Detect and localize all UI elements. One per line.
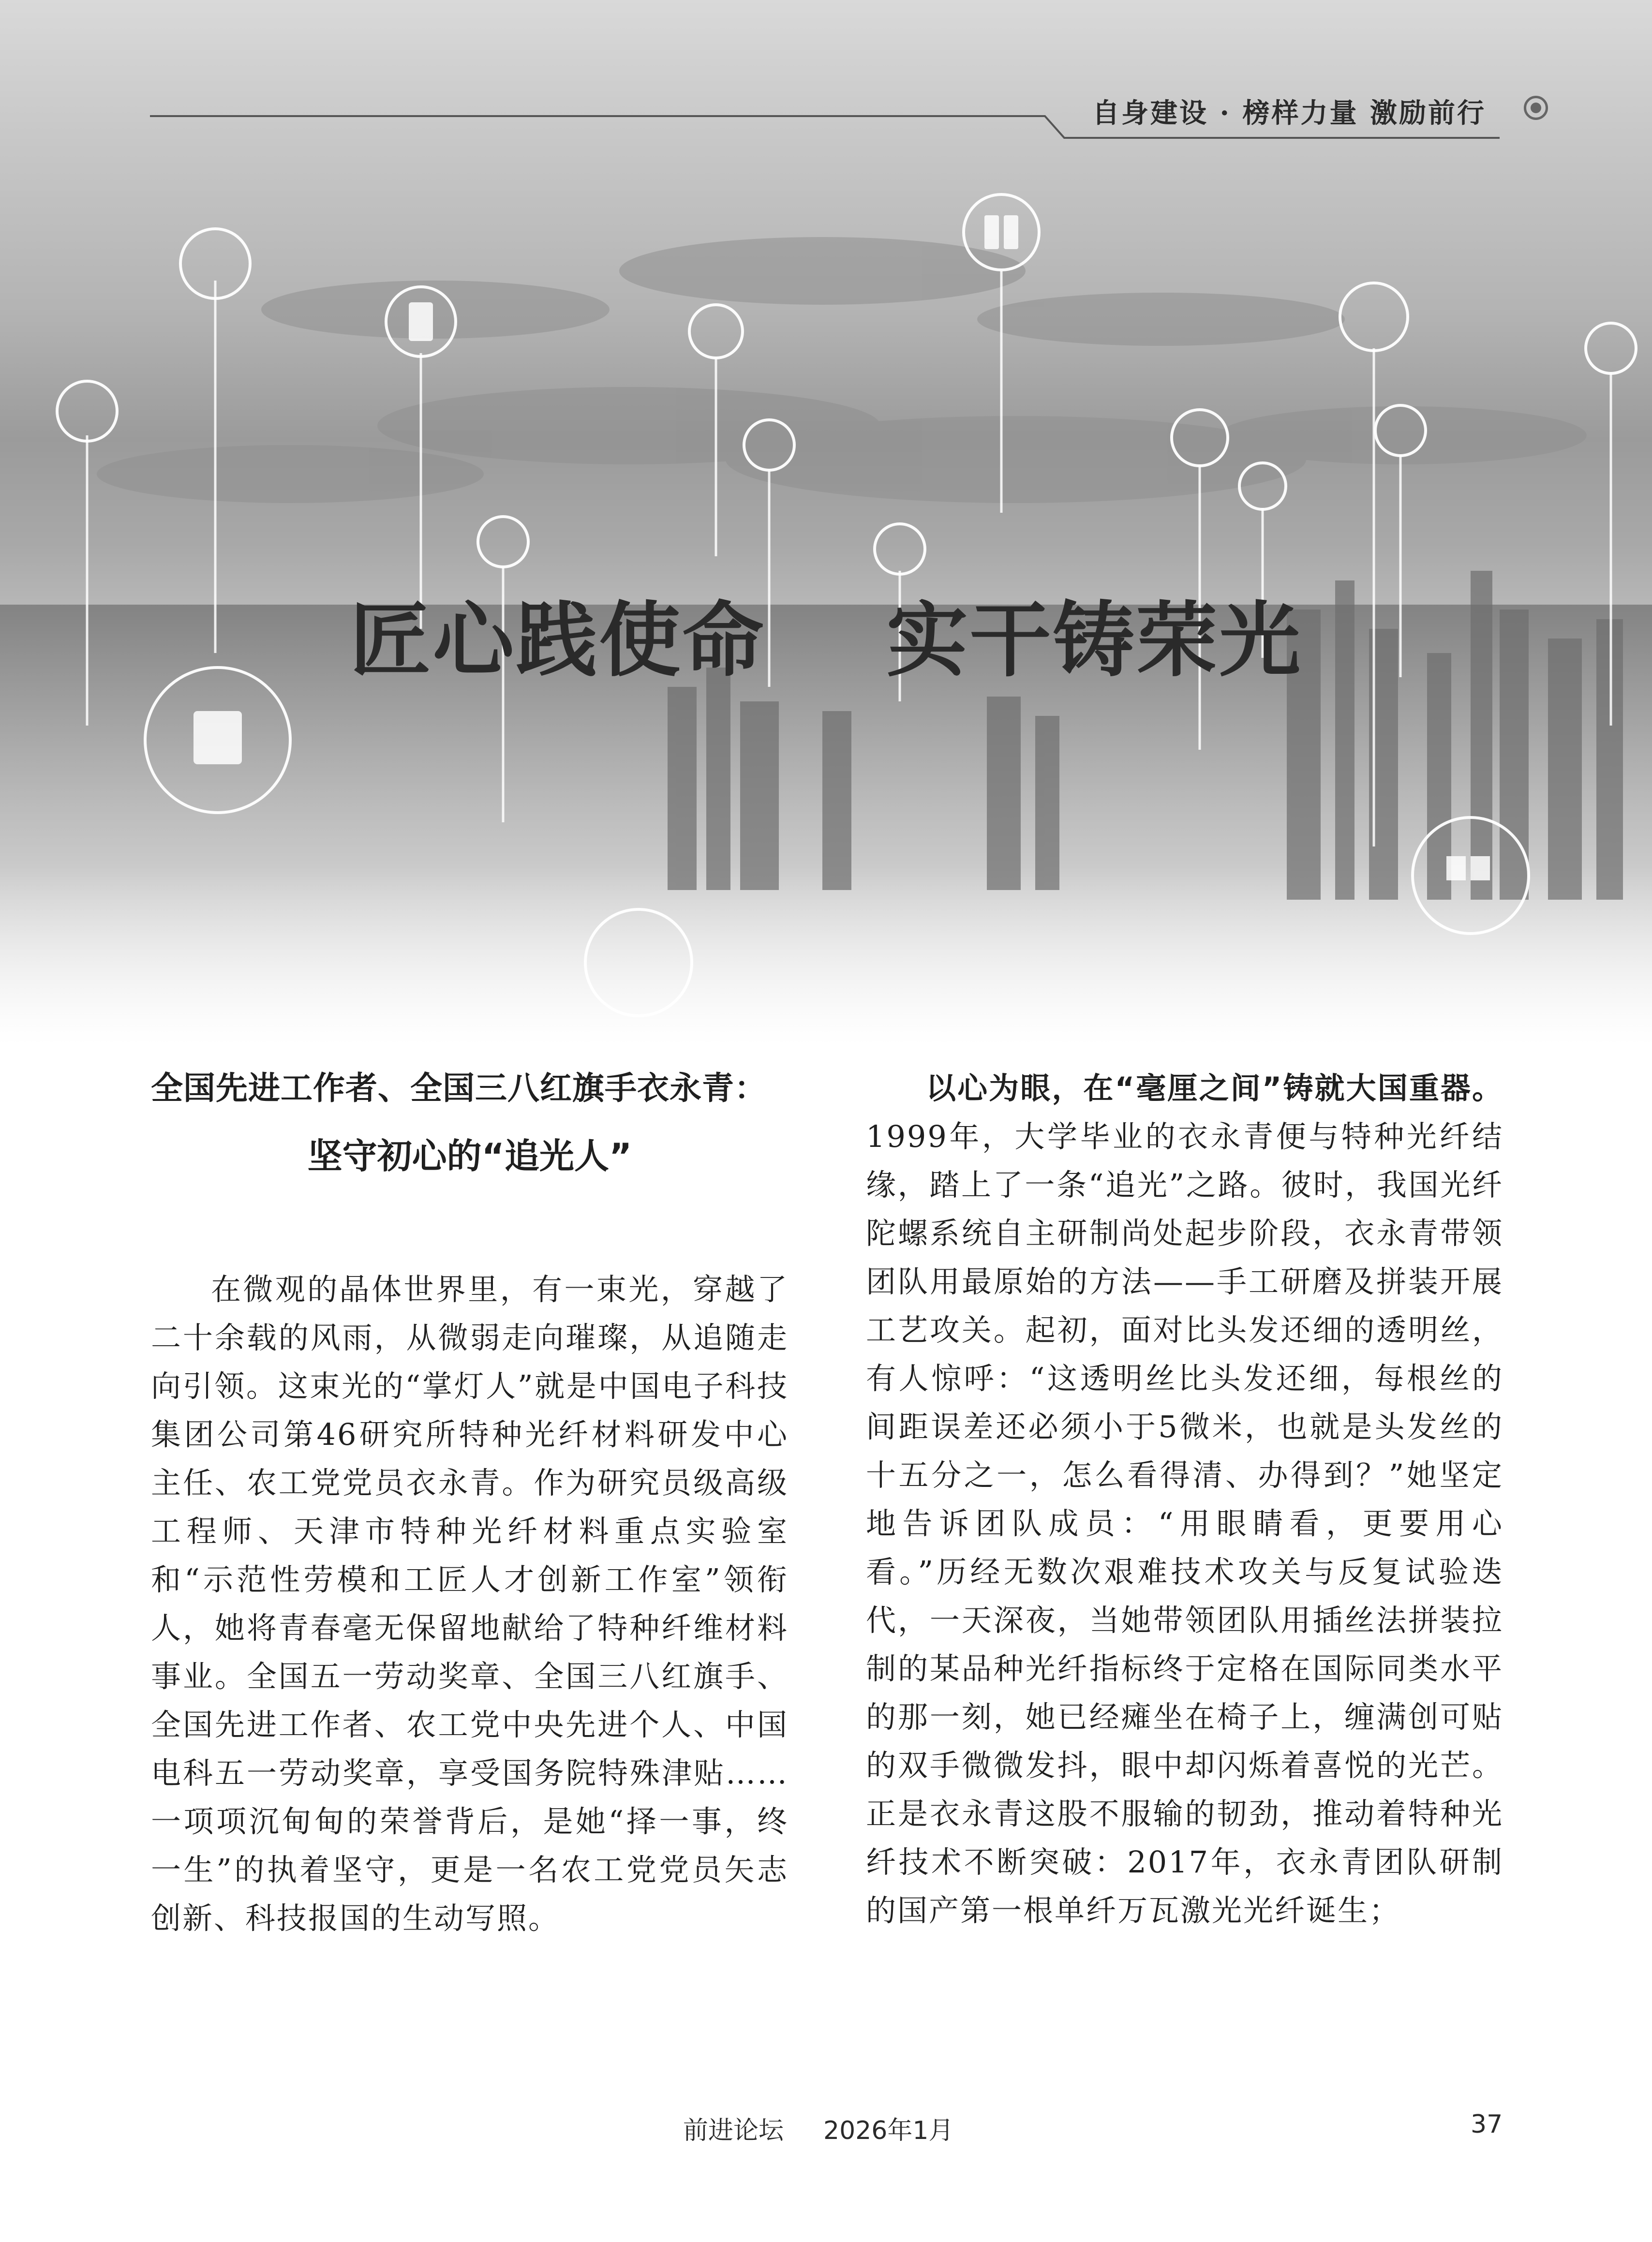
dollar-icon: [478, 517, 528, 567]
lightbulb-icon: [689, 305, 743, 358]
article-subtitle-line2: 坚守初心的“追光人”: [307, 1136, 632, 1176]
clouds: [97, 237, 1587, 503]
article-subtitle-line1: 全国先进工作者、全国三八红旗手衣永青：: [151, 1069, 767, 1107]
gamepad-icon: [875, 524, 925, 574]
chat-icon: [57, 381, 117, 441]
issue-date: 2026年1月: [823, 2116, 954, 2145]
satellite-icon: [1586, 323, 1636, 373]
paragraph-2-lead: 以心为眼，在“毫厘之间”铸就大国重器。: [926, 1070, 1503, 1106]
hero-banner: [0, 0, 1652, 1045]
wifi-icon: [1340, 283, 1408, 351]
paragraph-2: [866, 1064, 1503, 1935]
paragraph-1: 在微观的晶体世界里，有一束光，穿越了二十余载的风雨，从微弱走向璀璨，从追随走向引领。这束光的“掌灯人”就是中国电子科技集团公司第46研究所特种光纤材料研发中心主任、农工党党员衣永青。作为研究员级高级工程师、天津市特种光纤材料重点实验室和“示范性劳模和工匠人才创新工作室”领衔人，她将青春毫无保留地献给了特种纤维材料事业。全国五一劳动奖章、全国三八红旗手、全国先进工作者、农工党中央先进个人、中国电科五一劳动奖章，享受国务院特殊津贴……一项项沉甸甸的荣誉背后，是她“择一事，终一生”的执着坚守，更是一名农工党党员矢志创新、科技报国的生动写照。: [151, 1272, 789, 1936]
paragraph-2-body: 1999年，大学毕业的衣永青便与特种光纤结缘，踏上了一条“追光”之路。彼时，我国光纤陀螺系统自主研制尚处起步阶段，衣永青带领团队用最原始的方法——手工研磨及拼装开展工艺攻关。起初，面对比头发还细的透明丝，有人惊呼：“这透明丝比头发还细，每根丝的间距误差还必须小于5微米，也就是头发丝的十五分之一，怎么看得清、办得到？”她坚定地告诉团队成员：“用眼睛看，更要用心看。”历经无数次艰难技术攻关与反复试验迭代，一天深夜，当她带领团队用插丝法拼装拉制的某品种光纤指标终于定格在国际同类水平的那一刻，她已经瘫坐在椅子上，缠满创可贴的双手微微发抖，眼中却闪烁着喜悦的光芒。正是衣永青这股不服输的韧劲，推动着特种光纤技术不断突破：2017年，衣永青团队研制的国产第一根单纤万瓦激光光纤诞生；: [866, 1119, 1503, 1928]
section-tag: 自身建设 · 榜样力量 激励前行: [1092, 97, 1486, 129]
right-column: [866, 1064, 1503, 1935]
page-title: 匠心践使命 实干铸荣光: [349, 593, 1303, 688]
page-footer: [0, 2110, 1652, 2149]
page-number: 37: [1471, 2110, 1503, 2139]
left-column: [151, 1064, 789, 1943]
target-bullet-icon: [1524, 96, 1548, 120]
hero-illustration: [0, 0, 1652, 1045]
journal-name: 前进论坛: [683, 2116, 784, 2145]
